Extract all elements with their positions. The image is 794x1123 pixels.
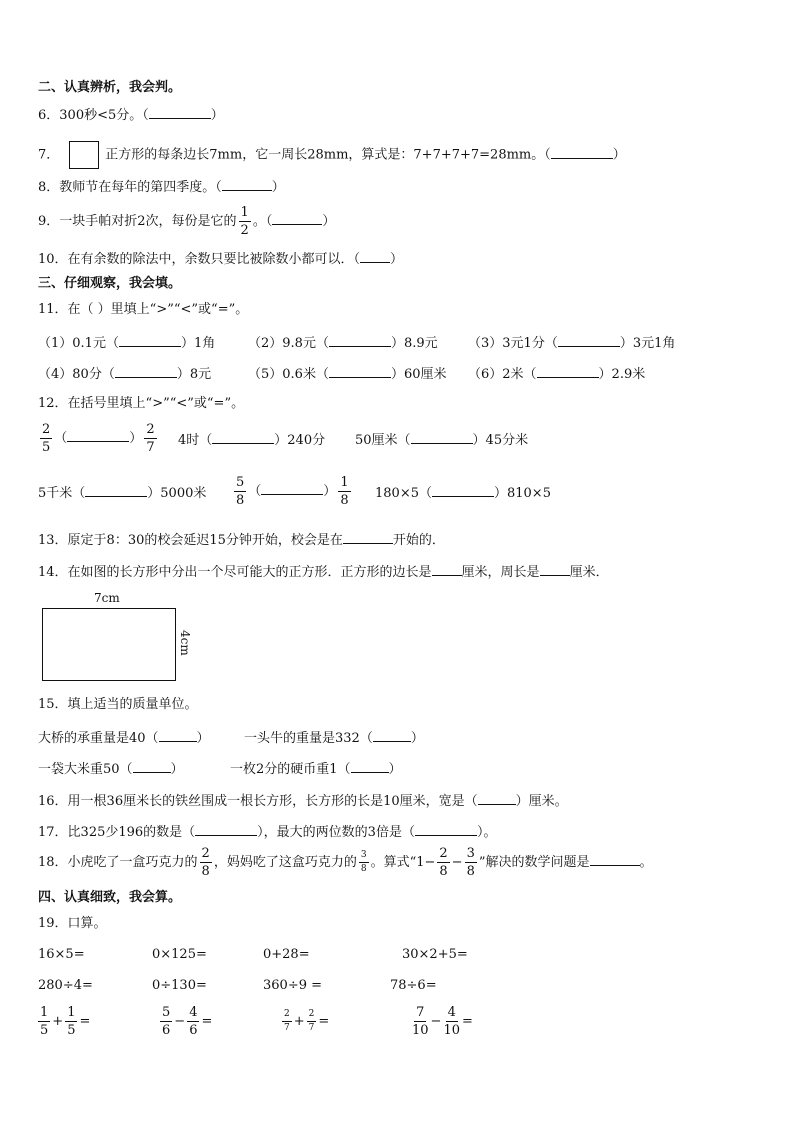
q12-r2-b: [232, 475, 353, 509]
q9-frac-den: 2: [240, 223, 249, 238]
q8-blank[interactable]: [222, 178, 272, 191]
question-16: [38, 792, 568, 810]
q18-mid: ，妈妈吃了这盒巧克力的: [213, 855, 357, 870]
calc-r3-4-an: 7: [416, 1005, 425, 1020]
calc-r2-1: 280÷4=: [38, 978, 93, 993]
calc-r3-1-fb: [65, 1006, 77, 1037]
q18-mid2: 。算式“1−: [370, 855, 436, 870]
calc-r2-3: 360÷9 =: [263, 978, 323, 993]
q17-post: ）。: [476, 825, 497, 840]
q18-minus: −: [451, 855, 463, 870]
q8-text: 8．教师节在每年的第四季度。（: [38, 180, 222, 195]
q13-post: 开始的．: [392, 533, 445, 548]
q17-mid: ），最大的两位数的3倍是（: [257, 825, 415, 840]
question-8: [38, 178, 285, 196]
calc-r3-3-ad: 7: [284, 1023, 290, 1033]
q13-text: 13．原定于8：30的校会延迟15分钟开始，校会是在: [38, 533, 343, 548]
q12-r2-f1d: 8: [236, 493, 245, 508]
q18-blank[interactable]: [590, 853, 640, 866]
question-17: [38, 823, 496, 841]
q9-post: 。（: [252, 214, 273, 229]
q11-item-4-a: （4）80分（: [38, 367, 115, 382]
calc-r3-3-eq: =: [318, 1014, 330, 1029]
section-title-2: 二、认真辨析，我会判。: [38, 80, 182, 95]
q18-post: ”解决的数学问题是: [478, 855, 590, 870]
q18-frac-4: [465, 847, 477, 878]
q11-item-3-a: （3）3元1分（: [468, 336, 558, 351]
calc-r3-1-eq: =: [79, 1014, 91, 1029]
calc-r3-4-op: −: [430, 1014, 442, 1029]
q6-blank[interactable]: [149, 106, 211, 119]
calc-r3-1-an: 1: [40, 1005, 49, 1020]
q9-end: ）: [322, 214, 336, 229]
question-7: [38, 141, 626, 169]
question-18: [38, 846, 653, 880]
q15-item-2-b: ）: [410, 731, 424, 746]
q15-item-3: [38, 760, 184, 778]
calc-r3-3-an: 2: [282, 1010, 292, 1022]
q12-r1-b-a: 4时（: [178, 433, 213, 448]
q15-blank-1[interactable]: [159, 729, 197, 742]
q12-r2-f2n: 1: [340, 475, 349, 490]
q18-f4n: 3: [466, 846, 475, 861]
q7-blank[interactable]: [551, 146, 613, 159]
q11-item-4-b: ）8元: [176, 367, 212, 382]
calc-r3-4-eq: =: [462, 1014, 473, 1029]
q9-fraction: [239, 206, 251, 237]
q11-item-2-b: ）8.9元: [390, 336, 438, 351]
calc-r3-4-bn: 4: [447, 1005, 456, 1020]
q12-r2-a: [38, 484, 206, 502]
rectangle-figure: [42, 608, 176, 681]
q18-f1n: 2: [201, 846, 210, 861]
question-13: [38, 531, 445, 549]
section-title-3: 三、仔细观察，我会填。: [38, 276, 182, 291]
q12-r1-a: [38, 422, 159, 456]
q12-r1-frac-1: [40, 423, 52, 454]
q17-text: 17．比325少196的数是（: [38, 825, 196, 840]
q6-text: 6．300秒<5分。（: [38, 108, 149, 123]
question-9: [38, 206, 335, 237]
calc-r3-4-fa: [412, 1006, 429, 1037]
q18-f3n: 2: [439, 846, 448, 861]
q10-end: ）: [390, 252, 404, 267]
q12-blank-1[interactable]: [67, 429, 129, 442]
q9-blank[interactable]: [272, 212, 322, 225]
calc-r3-3-fa: [282, 1010, 292, 1033]
q12-r2-f1n: 5: [236, 475, 245, 490]
calc-r3-4: [410, 1004, 473, 1040]
q12-blank-2[interactable]: [212, 431, 274, 444]
question-12-title: 12．在括号里填上“>”“<”或“=”。: [38, 396, 245, 411]
q18-frac-3: [437, 847, 449, 878]
q17-blank-1[interactable]: [195, 823, 257, 836]
calc-r3-1: [36, 1004, 90, 1040]
q8-end: ）: [271, 180, 285, 195]
q12-r1-f2n: 2: [146, 422, 155, 437]
q15-item-1-a: 大桥的承重量是40（: [38, 731, 159, 746]
q12-r2-open: （: [248, 484, 262, 499]
q10-blank[interactable]: [360, 250, 390, 263]
q12-r1-f2d: 7: [146, 440, 155, 455]
calc-r3-3-op: +: [293, 1014, 305, 1029]
q12-r1-open: （: [54, 431, 68, 446]
calc-r1-3: 0+28=: [263, 947, 310, 962]
calc-r3-4-bd: 10: [443, 1023, 460, 1038]
calc-r2-2: 0÷130=: [152, 978, 207, 993]
q9-frac-num: 1: [240, 205, 249, 220]
q15-item-4-b: ）: [388, 762, 402, 777]
q12-r2-c-b: ）810×5: [493, 486, 551, 501]
calc-r1-1: 16×5=: [38, 947, 85, 962]
q12-r1-c-a: 50厘米（: [355, 433, 411, 448]
q15-item-3-b: ）: [170, 762, 184, 777]
q17-blank-2[interactable]: [415, 823, 477, 836]
q12-r2-c-a: 180×5（: [375, 486, 432, 501]
q11-blank-3[interactable]: [558, 334, 620, 347]
q18-f3d: 8: [439, 864, 448, 879]
q10-text: 10．在有余数的除法中，余数只要比被除数小都可以．（: [38, 252, 361, 267]
q11-blank-1[interactable]: [119, 334, 181, 347]
q18-f1d: 8: [201, 864, 210, 879]
question-6: [38, 106, 224, 124]
q13-blank[interactable]: [343, 531, 393, 544]
question-10: [38, 250, 403, 268]
q11-item-5-a: （5）0.6米（: [248, 367, 329, 382]
q6-end: ）: [210, 108, 224, 123]
calc-r3-1-bd: 5: [67, 1023, 76, 1038]
q15-blank-3[interactable]: [133, 760, 171, 773]
question-19-title: 19．口算。: [38, 916, 107, 931]
q16-blank[interactable]: [478, 792, 516, 805]
q15-item-4-a: 一枚2分的硬币重1（: [230, 762, 351, 777]
q11-blank-5[interactable]: [329, 365, 391, 378]
question-11-title: 11．在（ ）里填上“>”“<”或“=”。: [38, 302, 249, 317]
q11-item-2: [248, 334, 438, 352]
q12-r2-c: [375, 484, 551, 502]
calc-r3-1-bn: 1: [67, 1005, 76, 1020]
q11-blank-6[interactable]: [537, 365, 599, 378]
q11-item-6-a: （6）2米（: [468, 367, 537, 382]
calc-r3-3-bd: 7: [308, 1023, 315, 1033]
q7-text: 正方形的每条边长7mm，它一周长28mm，算式是：7+7+7+7=28mm。（: [105, 147, 551, 163]
q18-f4d: 8: [466, 864, 475, 879]
q14-post: 厘米．: [569, 565, 609, 580]
q12-r2-a-a: 5千米（: [38, 486, 86, 501]
q15-item-4: [230, 760, 402, 778]
calc-r3-2-eq: =: [201, 1014, 213, 1029]
calc-r3-2-op: −: [174, 1014, 186, 1029]
calc-r1-2: 0×125=: [152, 947, 207, 962]
q11-item-6-b: ）2.9米: [598, 367, 646, 382]
q12-blank-4[interactable]: [85, 484, 147, 497]
calc-r3-1-op: +: [52, 1014, 64, 1029]
q18-frac-1: [200, 847, 212, 878]
q11-item-5: [248, 365, 447, 383]
calc-r3-2-bd: 6: [189, 1023, 198, 1038]
q18-end: 。: [639, 855, 653, 870]
calc-r3-4-fb: [443, 1006, 460, 1037]
calc-r3-2-bn: 4: [189, 1005, 198, 1020]
q7-num: 7．: [38, 147, 60, 163]
q15-item-3-a: 一袋大米重50（: [38, 762, 133, 777]
q18-text: 18．小虎吃了一盒巧克力的: [38, 855, 198, 870]
q11-blank-2[interactable]: [329, 334, 391, 347]
q12-r1-f1n: 2: [42, 422, 51, 437]
calc-r3-3-bn: 2: [307, 1010, 317, 1022]
q11-item-3: [468, 334, 675, 352]
q12-r2-a-b: ）5000米: [147, 486, 207, 501]
section-title-4: 四、认真细致，我会算。: [38, 890, 182, 905]
calc-r3-2-fa: [160, 1006, 172, 1037]
q12-r1-f1d: 5: [42, 440, 51, 455]
rect-width-label: 7cm: [94, 591, 120, 605]
calc-r3-2: [158, 1004, 212, 1040]
q11-item-5-b: ）60厘米: [390, 367, 447, 382]
q14-blank-2[interactable]: [540, 563, 570, 576]
calc-r3-4-ad: 10: [412, 1023, 429, 1038]
q12-r2-frac-2: [338, 476, 350, 507]
calc-r1-4: 30×2+5=: [402, 947, 468, 962]
q15-blank-4[interactable]: [351, 760, 389, 773]
calc-r3-1-fa: [38, 1006, 50, 1037]
q12-blank-3[interactable]: [411, 431, 473, 444]
q11-blank-4[interactable]: [115, 365, 177, 378]
q18-f2n: 3: [359, 851, 369, 863]
q11-item-1: [38, 334, 215, 352]
q18-frac-2: [359, 851, 369, 874]
q12-r1-b: [178, 431, 325, 449]
calc-r3-3: [280, 1004, 329, 1040]
calc-r2-4: 78÷6=: [390, 978, 437, 993]
q9-text: 9．一块手帕对折2次，每份是它的: [38, 214, 237, 229]
q12-r2-frac-1: [234, 476, 246, 507]
question-15-title: 15．填上适当的质量单位。: [38, 697, 198, 712]
q16-post: ）厘米。: [515, 794, 568, 809]
calc-r3-3-fb: [307, 1010, 317, 1033]
q14-mid: 厘米，周长是: [461, 565, 540, 580]
q12-r1-frac-2: [144, 423, 156, 454]
q15-item-1: [38, 729, 210, 747]
q11-item-1-a: （1）0.1元（: [38, 336, 119, 351]
q12-r2-f2d: 8: [340, 493, 349, 508]
q12-r1-c-b: ）45分米: [472, 433, 529, 448]
q15-item-2: [244, 729, 424, 747]
q11-item-4: [38, 365, 211, 383]
q16-text: 16．用一根36厘米长的铁丝围成一根长方形，长方形的长是10厘米，宽是（: [38, 794, 478, 809]
q11-item-1-b: ）1角: [180, 336, 216, 351]
q12-blank-6[interactable]: [432, 484, 494, 497]
q7-end: ）: [612, 147, 626, 163]
calc-r3-2-ad: 6: [162, 1023, 171, 1038]
rect-height-label: 4cm: [178, 630, 192, 656]
q11-item-3-b: ）3元1角: [619, 336, 676, 351]
calc-r3-2-fb: [187, 1006, 199, 1037]
calc-r3-1-ad: 5: [40, 1023, 49, 1038]
calc-r3-2-an: 5: [162, 1005, 171, 1020]
q12-r1-c: [355, 431, 528, 449]
q11-item-2-a: （2）9.8元（: [248, 336, 329, 351]
q15-item-2-a: 一头牛的重量是332（: [244, 731, 373, 746]
q12-r2-close: ）: [323, 484, 337, 499]
q15-blank-2[interactable]: [373, 729, 411, 742]
question-14: [38, 563, 609, 581]
q15-item-1-b: ）: [196, 731, 210, 746]
square-figure: [69, 141, 99, 169]
q12-blank-5[interactable]: [261, 482, 323, 495]
q11-item-6: [468, 365, 645, 383]
q14-text: 14．在如图的长方形中分出一个尽可能大的正方形．正方形的边长是: [38, 565, 432, 580]
q14-blank-1[interactable]: [432, 563, 462, 576]
q12-r1-b-b: ）240分: [274, 433, 326, 448]
q18-f2d: 8: [360, 864, 367, 874]
q12-r1-close: ）: [129, 431, 143, 446]
